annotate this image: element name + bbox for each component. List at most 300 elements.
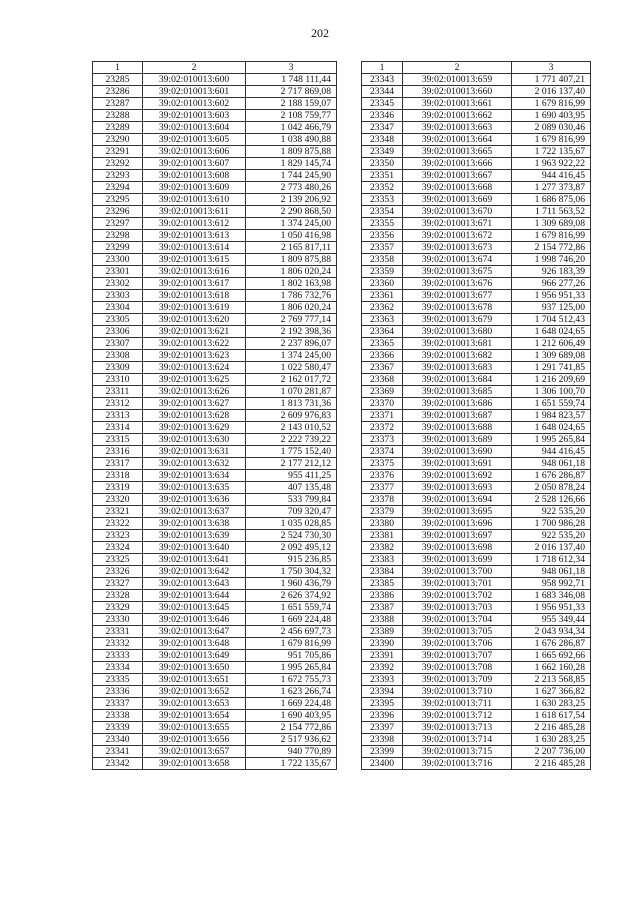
cadastral-value: 1 630 283,25 — [512, 698, 591, 710]
table-row — [362, 482, 591, 494]
table-row — [93, 506, 337, 518]
table-row — [362, 170, 591, 182]
cadastral-value: 2 456 697,73 — [246, 626, 337, 638]
cadastral-value: 2 162 017,72 — [246, 374, 337, 386]
row-number: 23318 — [93, 470, 143, 482]
cadastral-number: 39:02:010013:698 — [403, 542, 512, 554]
table-row — [362, 86, 591, 98]
cadastral-value: 951 705,86 — [246, 650, 337, 662]
row-number: 23333 — [93, 650, 143, 662]
cadastral-value: 709 320,47 — [246, 506, 337, 518]
cadastral-number: 39:02:010013:611 — [143, 206, 246, 218]
table-row — [93, 650, 337, 662]
cadastral-number: 39:02:010013:655 — [143, 722, 246, 734]
row-number: 23373 — [362, 434, 403, 446]
row-number: 23303 — [93, 290, 143, 302]
row-number: 23360 — [362, 278, 403, 290]
row-number: 23369 — [362, 386, 403, 398]
table-row — [93, 758, 337, 770]
table-row — [362, 746, 591, 758]
cadastral-number: 39:02:010013:669 — [403, 194, 512, 206]
table-row — [362, 758, 591, 770]
cadastral-value: 1 651 559,74 — [512, 398, 591, 410]
row-number: 23338 — [93, 710, 143, 722]
cadastral-value: 2 177 212,12 — [246, 458, 337, 470]
row-number: 23385 — [362, 578, 403, 590]
row-number: 23317 — [93, 458, 143, 470]
row-number: 23329 — [93, 602, 143, 614]
row-number: 23341 — [93, 746, 143, 758]
table-row — [93, 254, 337, 266]
row-number: 23394 — [362, 686, 403, 698]
cadastral-number: 39:02:010013:690 — [403, 446, 512, 458]
cadastral-number: 39:02:010013:604 — [143, 122, 246, 134]
cadastral-value: 1 035 028,85 — [246, 518, 337, 530]
cadastral-value: 1 984 823,57 — [512, 410, 591, 422]
cadastral-number: 39:02:010013:674 — [403, 254, 512, 266]
cadastral-value: 1 786 732,76 — [246, 290, 337, 302]
cadastral-number: 39:02:010013:701 — [403, 578, 512, 590]
row-number: 23324 — [93, 542, 143, 554]
table-row — [362, 470, 591, 482]
cadastral-number: 39:02:010013:656 — [143, 734, 246, 746]
table-row — [362, 422, 591, 434]
cadastral-number: 39:02:010013:693 — [403, 482, 512, 494]
row-number: 23299 — [93, 242, 143, 254]
cadastral-value: 533 799,84 — [246, 494, 337, 506]
cadastral-value: 1 630 283,25 — [512, 734, 591, 746]
cadastral-value: 1 216 209,69 — [512, 374, 591, 386]
row-number: 23289 — [93, 122, 143, 134]
table-row — [362, 674, 591, 686]
cadastral-value: 1 744 245,90 — [246, 170, 337, 182]
cadastral-number: 39:02:010013:716 — [403, 758, 512, 770]
table-row — [362, 602, 591, 614]
cadastral-number: 39:02:010013:708 — [403, 662, 512, 674]
table-row — [93, 482, 337, 494]
cadastral-number: 39:02:010013:658 — [143, 758, 246, 770]
table-row — [362, 374, 591, 386]
cadastral-number: 39:02:010013:709 — [403, 674, 512, 686]
table-row — [93, 434, 337, 446]
cadastral-number: 39:02:010013:634 — [143, 470, 246, 482]
cadastral-number: 39:02:010013:681 — [403, 338, 512, 350]
page-number: 202 — [311, 26, 329, 40]
cadastral-value: 1 050 416,98 — [246, 230, 337, 242]
cadastral-number: 39:02:010013:654 — [143, 710, 246, 722]
table-row — [93, 242, 337, 254]
row-number: 23396 — [362, 710, 403, 722]
table-row — [362, 494, 591, 506]
table-row — [93, 182, 337, 194]
cadastral-value: 1 750 304,32 — [246, 566, 337, 578]
row-number: 23365 — [362, 338, 403, 350]
row-number: 23371 — [362, 410, 403, 422]
table-row — [93, 410, 337, 422]
row-number: 23362 — [362, 302, 403, 314]
cadastral-value: 1 374 245,00 — [246, 218, 337, 230]
table-row — [93, 146, 337, 158]
table-row — [93, 554, 337, 566]
table-row — [362, 158, 591, 170]
cadastral-value: 2 139 206,92 — [246, 194, 337, 206]
row-number: 23375 — [362, 458, 403, 470]
table-row — [362, 650, 591, 662]
cadastral-number: 39:02:010013:630 — [143, 434, 246, 446]
cadastral-value: 1 809 875,88 — [246, 254, 337, 266]
cadastral-value: 1 995 265,84 — [246, 662, 337, 674]
row-number: 23357 — [362, 242, 403, 254]
cadastral-value: 1 806 020,24 — [246, 266, 337, 278]
table-row — [362, 434, 591, 446]
cadastral-number: 39:02:010013:691 — [403, 458, 512, 470]
cadastral-value: 2 609 976,83 — [246, 410, 337, 422]
table-row — [93, 266, 337, 278]
row-number: 23285 — [93, 74, 143, 86]
row-number: 23356 — [362, 230, 403, 242]
table-row — [362, 194, 591, 206]
table-row — [362, 110, 591, 122]
table-row — [362, 98, 591, 110]
cadastral-number: 39:02:010013:614 — [143, 242, 246, 254]
row-number: 23319 — [93, 482, 143, 494]
table-row — [93, 458, 337, 470]
cadastral-number: 39:02:010013:621 — [143, 326, 246, 338]
row-number: 23353 — [362, 194, 403, 206]
table-row — [362, 230, 591, 242]
cadastral-number: 39:02:010013:668 — [403, 182, 512, 194]
cadastral-number: 39:02:010013:631 — [143, 446, 246, 458]
cadastral-number: 39:02:010013:667 — [403, 170, 512, 182]
cadastral-value: 1 676 286,87 — [512, 638, 591, 650]
table-row — [362, 134, 591, 146]
cadastral-number: 39:02:010013:648 — [143, 638, 246, 650]
row-number: 23307 — [93, 338, 143, 350]
table-row — [362, 410, 591, 422]
table-row — [362, 686, 591, 698]
table-row — [93, 566, 337, 578]
table-row — [362, 626, 591, 638]
cadastral-number: 39:02:010013:657 — [143, 746, 246, 758]
cadastral-value: 1 038 490,88 — [246, 134, 337, 146]
row-number: 23287 — [93, 98, 143, 110]
cadastral-value: 1 277 373,87 — [512, 182, 591, 194]
row-number: 23354 — [362, 206, 403, 218]
table-row — [362, 506, 591, 518]
row-number: 23364 — [362, 326, 403, 338]
table-row — [362, 266, 591, 278]
row-number: 23348 — [362, 134, 403, 146]
table-row — [362, 278, 591, 290]
cadastral-number: 39:02:010013:713 — [403, 722, 512, 734]
row-number: 23398 — [362, 734, 403, 746]
table-row — [93, 698, 337, 710]
row-number: 23400 — [362, 758, 403, 770]
row-number: 23372 — [362, 422, 403, 434]
cadastral-number: 39:02:010013:670 — [403, 206, 512, 218]
table-row — [362, 206, 591, 218]
cadastral-value: 1 374 245,00 — [246, 350, 337, 362]
cadastral-value: 1 623 266,74 — [246, 686, 337, 698]
cadastral-value: 2 192 398,36 — [246, 326, 337, 338]
cadastral-value: 2 016 137,40 — [512, 542, 591, 554]
table-row — [93, 302, 337, 314]
row-number: 23331 — [93, 626, 143, 638]
cadastral-number: 39:02:010013:697 — [403, 530, 512, 542]
row-number: 23312 — [93, 398, 143, 410]
cadastral-number: 39:02:010013:664 — [403, 134, 512, 146]
table-row — [362, 386, 591, 398]
row-number: 23389 — [362, 626, 403, 638]
cadastral-number: 39:02:010013:618 — [143, 290, 246, 302]
table-row — [93, 278, 337, 290]
table-row — [93, 170, 337, 182]
cadastral-value: 940 770,89 — [246, 746, 337, 758]
cadastral-number: 39:02:010013:643 — [143, 578, 246, 590]
cadastral-number: 39:02:010013:632 — [143, 458, 246, 470]
table-row — [93, 194, 337, 206]
column-header-number: 1 — [93, 62, 143, 74]
row-number: 23315 — [93, 434, 143, 446]
cadastral-value: 1 669 224,48 — [246, 698, 337, 710]
cadastral-value: 1 963 922,22 — [512, 158, 591, 170]
cadastral-number: 39:02:010013:666 — [403, 158, 512, 170]
table-row — [362, 554, 591, 566]
cadastral-value: 1 813 731,36 — [246, 398, 337, 410]
cadastral-number: 39:02:010013:671 — [403, 218, 512, 230]
cadastral-number: 39:02:010013:714 — [403, 734, 512, 746]
table-row — [93, 326, 337, 338]
cadastral-value: 2 092 495,12 — [246, 542, 337, 554]
cadastral-value: 1 662 160,28 — [512, 662, 591, 674]
row-number: 23392 — [362, 662, 403, 674]
row-number: 23382 — [362, 542, 403, 554]
cadastral-value: 1 956 951,33 — [512, 290, 591, 302]
row-number: 23355 — [362, 218, 403, 230]
row-number: 23332 — [93, 638, 143, 650]
cadastral-value: 1 711 563,52 — [512, 206, 591, 218]
table-row — [362, 734, 591, 746]
cadastral-number: 39:02:010013:665 — [403, 146, 512, 158]
cadastral-number: 39:02:010013:695 — [403, 506, 512, 518]
cadastral-number: 39:02:010013:636 — [143, 494, 246, 506]
cadastral-value: 2 626 374,92 — [246, 590, 337, 602]
cadastral-number: 39:02:010013:638 — [143, 518, 246, 530]
cadastral-value: 1 042 466,79 — [246, 122, 337, 134]
row-number: 23291 — [93, 146, 143, 158]
table-row — [362, 722, 591, 734]
row-number: 23388 — [362, 614, 403, 626]
table-row — [362, 182, 591, 194]
cadastral-table-right — [361, 61, 591, 770]
row-number: 23387 — [362, 602, 403, 614]
cadastral-number: 39:02:010013:647 — [143, 626, 246, 638]
row-number: 23293 — [93, 170, 143, 182]
cadastral-value: 1 690 403,95 — [512, 110, 591, 122]
table-row — [93, 494, 337, 506]
cadastral-number: 39:02:010013:640 — [143, 542, 246, 554]
cadastral-number: 39:02:010013:712 — [403, 710, 512, 722]
cadastral-value: 955 349,44 — [512, 614, 591, 626]
row-number: 23309 — [93, 362, 143, 374]
cadastral-number: 39:02:010013:644 — [143, 590, 246, 602]
row-number: 23295 — [93, 194, 143, 206]
table-row — [93, 314, 337, 326]
cadastral-number: 39:02:010013:646 — [143, 614, 246, 626]
table-row — [362, 290, 591, 302]
table-row — [362, 590, 591, 602]
cadastral-value: 2 154 772,86 — [512, 242, 591, 254]
row-number: 23328 — [93, 590, 143, 602]
cadastral-value: 1 648 024,65 — [512, 326, 591, 338]
row-number: 23370 — [362, 398, 403, 410]
cadastral-value: 1 998 746,20 — [512, 254, 591, 266]
table-row — [362, 518, 591, 530]
cadastral-number: 39:02:010013:660 — [403, 86, 512, 98]
row-number: 23314 — [93, 422, 143, 434]
row-number: 23368 — [362, 374, 403, 386]
cadastral-value: 1 648 024,65 — [512, 422, 591, 434]
cadastral-number: 39:02:010013:707 — [403, 650, 512, 662]
table-row — [362, 338, 591, 350]
cadastral-value: 1 683 346,08 — [512, 590, 591, 602]
table-row — [93, 578, 337, 590]
cadastral-value: 1 679 816,99 — [512, 134, 591, 146]
table-row — [362, 446, 591, 458]
row-number: 23377 — [362, 482, 403, 494]
cadastral-value: 2 165 817,11 — [246, 242, 337, 254]
table-row — [362, 350, 591, 362]
table-row — [93, 518, 337, 530]
cadastral-value: 2 528 126,66 — [512, 494, 591, 506]
cadastral-number: 39:02:010013:623 — [143, 350, 246, 362]
cadastral-value: 2 517 936,62 — [246, 734, 337, 746]
table-row — [93, 422, 337, 434]
row-number: 23337 — [93, 698, 143, 710]
cadastral-number: 39:02:010013:606 — [143, 146, 246, 158]
cadastral-value: 1 651 559,74 — [246, 602, 337, 614]
row-number: 23300 — [93, 254, 143, 266]
cadastral-number: 39:02:010013:645 — [143, 602, 246, 614]
cadastral-number: 39:02:010013:620 — [143, 314, 246, 326]
cadastral-number: 39:02:010013:628 — [143, 410, 246, 422]
row-number: 23346 — [362, 110, 403, 122]
row-number: 23304 — [93, 302, 143, 314]
table-row — [93, 530, 337, 542]
table-row — [362, 578, 591, 590]
table-row — [93, 398, 337, 410]
row-number: 23334 — [93, 662, 143, 674]
row-number: 23294 — [93, 182, 143, 194]
cadastral-value: 1 829 145,74 — [246, 158, 337, 170]
row-number: 23302 — [93, 278, 143, 290]
row-number: 23358 — [362, 254, 403, 266]
table-row — [362, 398, 591, 410]
row-number: 23310 — [93, 374, 143, 386]
cadastral-number: 39:02:010013:672 — [403, 230, 512, 242]
row-number: 23308 — [93, 350, 143, 362]
cadastral-number: 39:02:010013:602 — [143, 98, 246, 110]
cadastral-value: 2 216 485,28 — [512, 722, 591, 734]
row-number: 23298 — [93, 230, 143, 242]
cadastral-number: 39:02:010013:679 — [403, 314, 512, 326]
table-row — [362, 698, 591, 710]
cadastral-value: 937 125,00 — [512, 302, 591, 314]
cadastral-number: 39:02:010013:685 — [403, 386, 512, 398]
row-number: 23290 — [93, 134, 143, 146]
row-number: 23367 — [362, 362, 403, 374]
cadastral-value: 1 309 689,08 — [512, 350, 591, 362]
cadastral-number: 39:02:010013:661 — [403, 98, 512, 110]
row-number: 23340 — [93, 734, 143, 746]
table-row — [93, 158, 337, 170]
row-number: 23311 — [93, 386, 143, 398]
table-row — [93, 374, 337, 386]
cadastral-value: 944 416,45 — [512, 170, 591, 182]
table-header-row — [93, 62, 337, 74]
cadastral-value: 1 960 436,79 — [246, 578, 337, 590]
table-row — [93, 206, 337, 218]
cadastral-number: 39:02:010013:642 — [143, 566, 246, 578]
cadastral-number: 39:02:010013:696 — [403, 518, 512, 530]
row-number: 23349 — [362, 146, 403, 158]
cadastral-value: 1 022 580,47 — [246, 362, 337, 374]
table-row — [93, 614, 337, 626]
row-number: 23390 — [362, 638, 403, 650]
cadastral-number: 39:02:010013:652 — [143, 686, 246, 698]
cadastral-value: 1 627 366,82 — [512, 686, 591, 698]
table-row — [362, 362, 591, 374]
cadastral-number: 39:02:010013:616 — [143, 266, 246, 278]
cadastral-number: 39:02:010013:622 — [143, 338, 246, 350]
cadastral-value: 1 771 407,21 — [512, 74, 591, 86]
table-row — [362, 146, 591, 158]
table-row — [93, 290, 337, 302]
table-row — [362, 242, 591, 254]
row-number: 23374 — [362, 446, 403, 458]
cadastral-value: 1 775 152,40 — [246, 446, 337, 458]
row-number: 23343 — [362, 74, 403, 86]
row-number: 23344 — [362, 86, 403, 98]
cadastral-number: 39:02:010013:605 — [143, 134, 246, 146]
cadastral-value: 2 154 772,86 — [246, 722, 337, 734]
cadastral-value: 955 411,25 — [246, 470, 337, 482]
cadastral-number: 39:02:010013:659 — [403, 74, 512, 86]
table-row — [93, 86, 337, 98]
cadastral-value: 2 188 159,07 — [246, 98, 337, 110]
cadastral-number: 39:02:010013:688 — [403, 422, 512, 434]
cadastral-number: 39:02:010013:625 — [143, 374, 246, 386]
table-row — [362, 662, 591, 674]
cadastral-value: 1 679 816,99 — [512, 230, 591, 242]
cadastral-value: 1 700 986,28 — [512, 518, 591, 530]
cadastral-number: 39:02:010013:641 — [143, 554, 246, 566]
cadastral-value: 1 309 689,08 — [512, 218, 591, 230]
row-number: 23393 — [362, 674, 403, 686]
table-row — [362, 74, 591, 86]
table-row — [93, 638, 337, 650]
cadastral-number: 39:02:010013:603 — [143, 110, 246, 122]
table-row — [362, 614, 591, 626]
cadastral-value: 2 089 030,46 — [512, 122, 591, 134]
cadastral-value: 926 183,39 — [512, 266, 591, 278]
cadastral-table-left — [92, 61, 337, 770]
table-row — [93, 362, 337, 374]
row-number: 23380 — [362, 518, 403, 530]
table-row — [93, 350, 337, 362]
table-row — [93, 338, 337, 350]
cadastral-value: 1 809 875,88 — [246, 146, 337, 158]
